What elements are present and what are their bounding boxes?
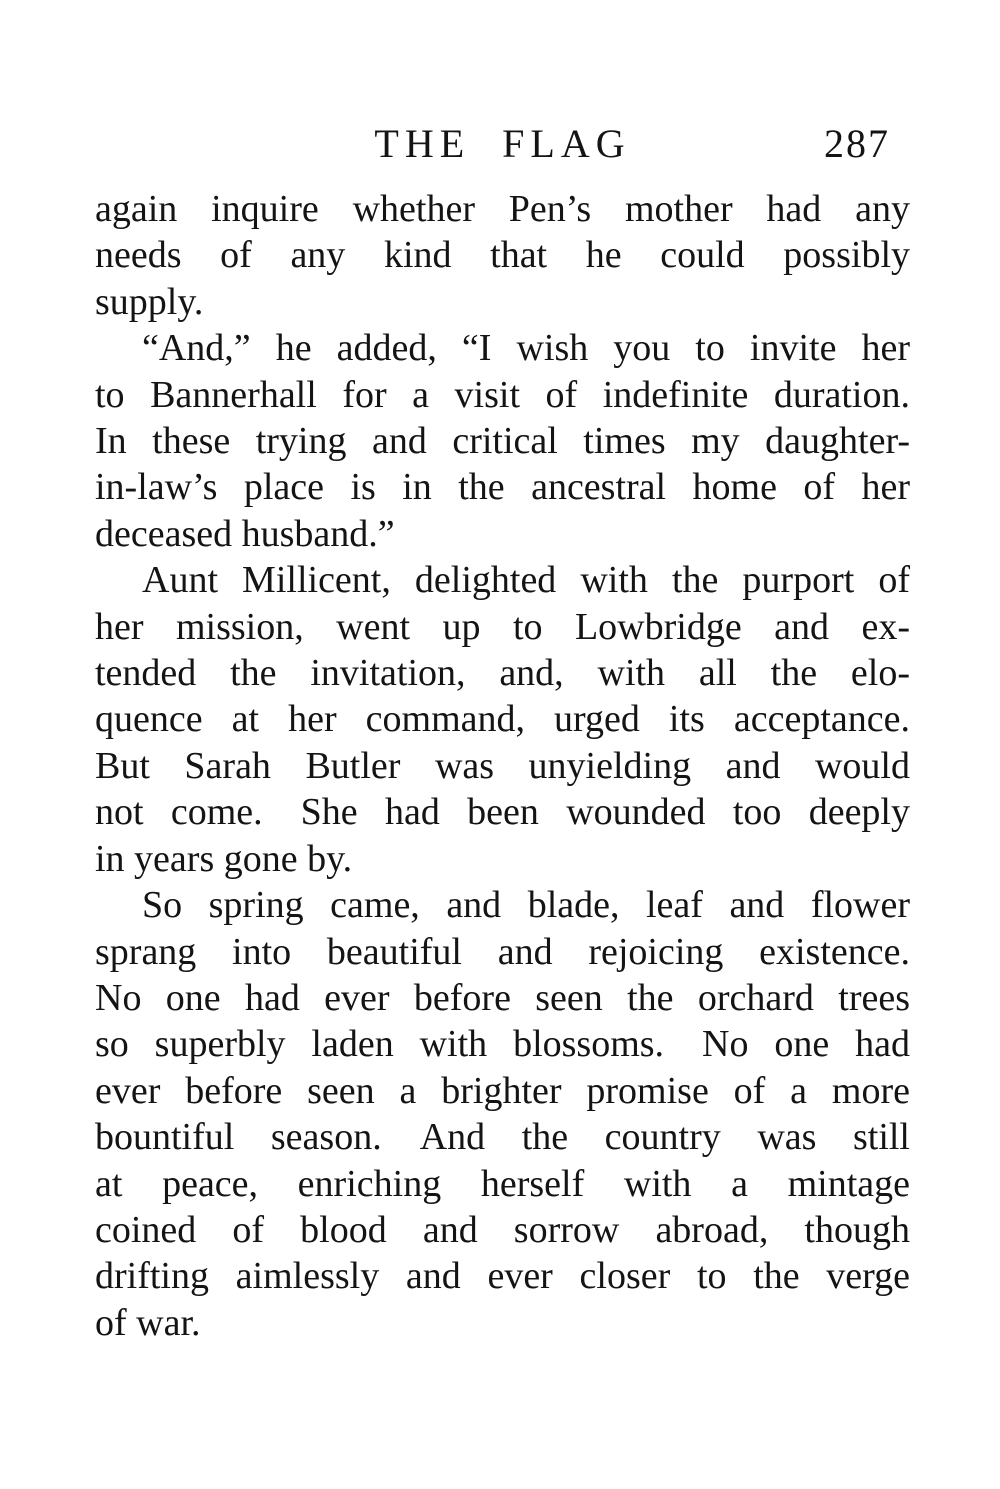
text-line: drifting aimlessly and ever closer to the verge xyxy=(95,1255,910,1298)
text-line: So spring came, and blade, leaf and flower xyxy=(142,884,910,927)
text-line: “And,” he added, “I wish you to invite her xyxy=(142,327,910,370)
text-line: her mission, went up to Lowbridge and ex- xyxy=(95,605,910,648)
text-line: bountiful season. And the country was still xyxy=(95,1116,910,1159)
text-line: But Sarah Butler was unyielding and would xyxy=(95,744,910,787)
text-line: supply. xyxy=(95,280,204,323)
running-title: THE FLAG xyxy=(374,121,631,166)
text-line: of war. xyxy=(95,1301,201,1344)
text-line: ever before seen a brighter promise of a more xyxy=(95,1069,910,1112)
page-body xyxy=(95,186,910,1346)
text-line: in-law’s place is in the ancestral home of her xyxy=(95,466,910,509)
text-line: not come. She had been wounded too deeply xyxy=(95,791,910,834)
text-line: Aunt Millicent, delighted with the purport of xyxy=(142,559,910,602)
text-line: quence at her command, urged its acceptance. xyxy=(95,698,910,741)
text-line: so superbly laden with blossoms. No one had xyxy=(95,1023,910,1066)
text-line: sprang into beautiful and rejoicing existence. xyxy=(95,930,910,973)
page-header xyxy=(95,122,910,166)
text-line: tended the invitation, and, with all the elo- xyxy=(95,652,910,695)
text-line: needs of any kind that he could possibly xyxy=(95,234,910,277)
text-line: No one had ever before seen the orchard trees xyxy=(95,976,910,1019)
text-line: to Bannerhall for a visit of indefinite duration. xyxy=(95,373,910,416)
text-line: at peace, enriching herself with a mintage xyxy=(95,1162,910,1205)
text-line: again inquire whether Pen’s mother had any xyxy=(95,188,910,230)
text-line: coined of blood and sorrow abroad, though xyxy=(95,1208,910,1251)
text-line: in years gone by. xyxy=(95,837,353,880)
text-line: deceased husband.” xyxy=(95,512,395,555)
text-line: In these trying and critical times my daughter- xyxy=(95,420,910,463)
page-number: 287 xyxy=(824,121,890,166)
